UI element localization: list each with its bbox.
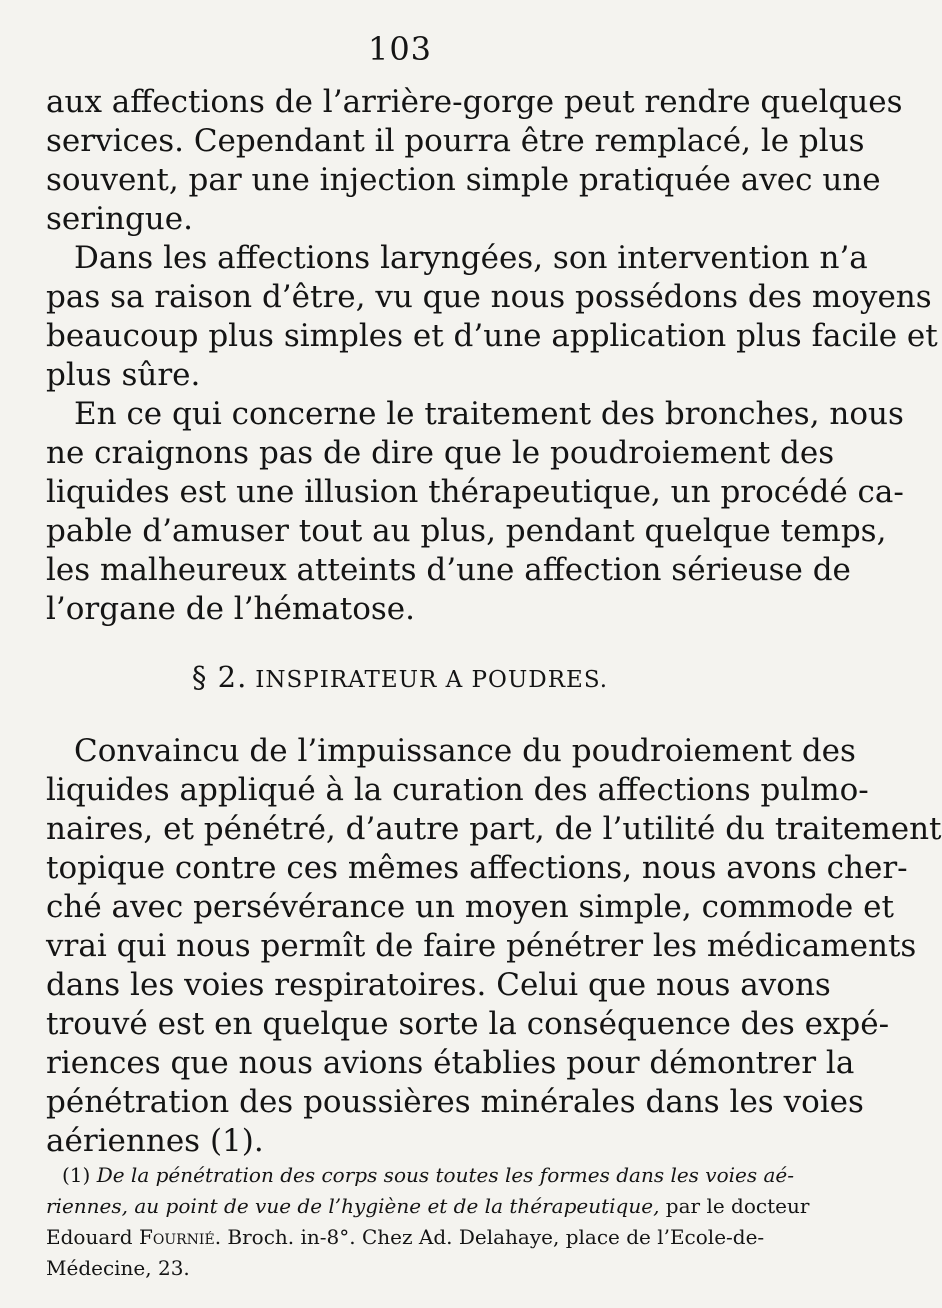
text-line: dans les voies respiratoires. Celui que nous avons — [46, 967, 831, 1003]
footnote-marker: (1) — [62, 1163, 91, 1187]
body-text-top — [46, 83, 938, 629]
text-line: En ce qui concerne le traitement des bronches, nous — [74, 396, 904, 432]
text-line: liquides appliqué à la curation des affections pulmo- — [46, 772, 869, 808]
text-line: Dans les affections laryngées, son intervention n’a — [74, 240, 868, 276]
text-line: pable d’amuser tout au plus, pendant quelque temps, — [46, 513, 887, 549]
text-line: aériennes (1). — [46, 1123, 264, 1159]
text-line: plus sûre. — [46, 357, 201, 393]
text-line: topique contre ces mêmes affections, nous avons cher- — [46, 850, 908, 886]
footnote — [46, 1160, 810, 1284]
footnote-by: par le docteur — [665, 1194, 810, 1218]
text-line: les malheureux atteints d’une affection sérieuse de — [46, 552, 851, 588]
page-number: 103 — [367, 30, 433, 68]
text-line: trouvé est en quelque sorte la conséquence des expé- — [46, 1006, 890, 1042]
text-line: l’organe de l’hématose. — [46, 591, 415, 627]
text-line: vrai qui nous permît de faire pénétrer les médicaments — [46, 928, 917, 964]
text-line: riences que nous avions établies pour démontrer la — [46, 1045, 855, 1081]
footnote-line — [46, 1222, 765, 1253]
footnote-firstname: Edouard — [46, 1225, 133, 1249]
section-number: § 2. — [191, 660, 248, 694]
footnote-line — [46, 1191, 810, 1222]
text-line: seringue. — [46, 201, 193, 237]
text-line: services. Cependant il pourra être remplacé, le plus — [46, 123, 865, 159]
footnote-title-part1: De la pénétration des corps sous toutes les formes dans les voies aé- — [96, 1163, 795, 1187]
text-line: liquides est une illusion thérapeutique, un procédé ca- — [46, 474, 904, 510]
text-line: Convaincu de l’impuissance du poudroiement des — [74, 733, 856, 769]
footnote-line: Médecine, 23. — [46, 1256, 190, 1280]
footnote-publisher: . Broch. in-8°. Chez Ad. Delahaye, place de l’Ecole-de- — [214, 1225, 765, 1249]
body-text-bottom — [46, 732, 942, 1161]
text-line: souvent, par une injection simple pratiquée avec une — [46, 162, 881, 198]
text-line: pas sa raison d’être, vu que nous possédons des moyens — [46, 279, 932, 315]
text-line: pénétration des poussières minérales dans les voies — [46, 1084, 864, 1120]
text-line: ché avec persévérance un moyen simple, commode et — [46, 889, 894, 925]
section-title: INSPIRATEUR A POUDRES. — [255, 667, 609, 693]
text-line: beaucoup plus simples et d’une application plus facile et — [46, 318, 938, 354]
section-heading — [0, 660, 800, 694]
text-line: naires, et pénétré, d’autre part, de l’utilité du traitement — [46, 811, 942, 847]
footnote-title-part2: riennes, au point de vue de l’hygiène et de la thérapeutique, — [46, 1194, 660, 1218]
footnote-line — [46, 1160, 795, 1191]
text-line: aux affections de l’arrière-gorge peut rendre quelques — [46, 84, 903, 120]
footnote-author: Fournié — [138, 1225, 215, 1249]
text-line: ne craignons pas de dire que le poudroiement des — [46, 435, 835, 471]
